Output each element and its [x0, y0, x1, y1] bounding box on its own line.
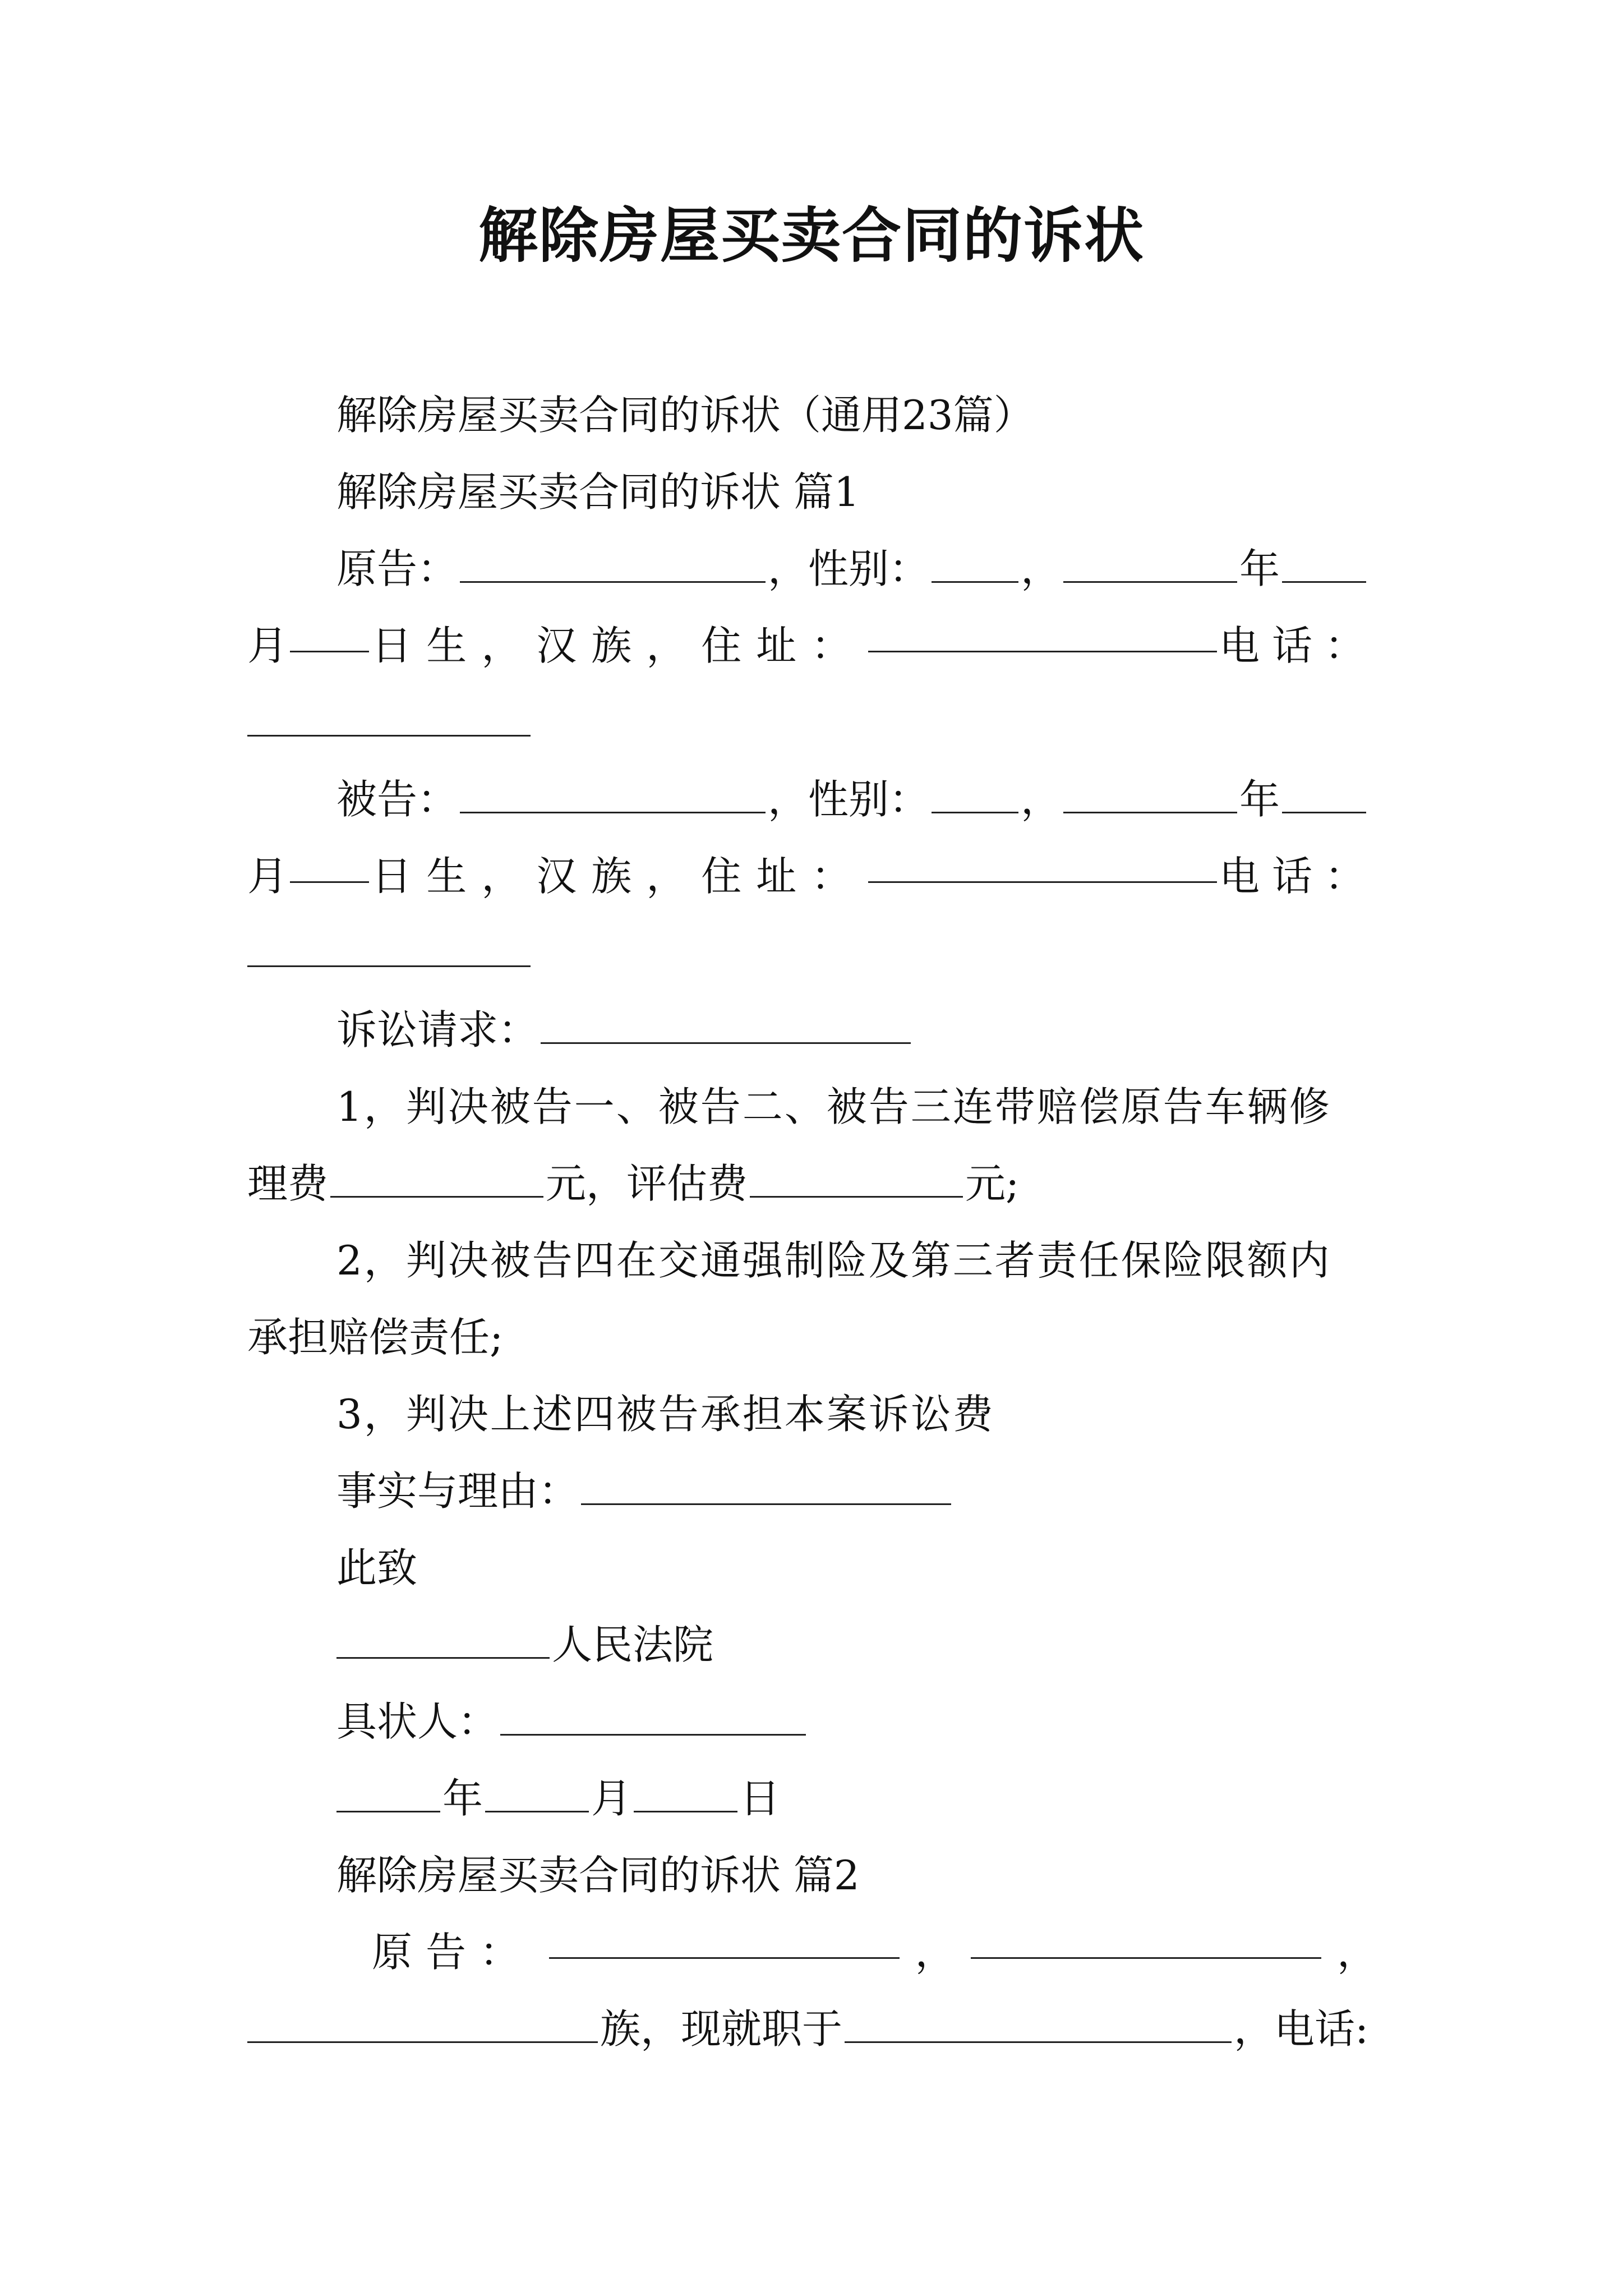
- section-heading-1: 解除房屋买卖合同的诉状 篇1: [336, 468, 860, 516]
- document-title: 解除房屋买卖合同的诉状: [478, 200, 1145, 270]
- part2-plaintiff-line-2: 族，现就职于 ，电话:: [247, 1998, 1368, 2060]
- salutation: 此致: [336, 1544, 418, 1591]
- defendant-line: 被告： ，性别： ， 年: [336, 769, 1368, 830]
- plaintiff-gender-blank: [932, 545, 1018, 583]
- defendant-phone-line: [247, 922, 531, 984]
- claim-3: 3，判决上述四被告承担本案诉讼费: [336, 1391, 995, 1438]
- part2-plaintiff-line: 原告： ， ，: [372, 1921, 1377, 1983]
- claim-1-cont: 理费 元，评估费 元;: [247, 1160, 1020, 1207]
- claims-blank: [541, 1006, 911, 1044]
- date-month-blank: [485, 1775, 589, 1812]
- date-year-blank: [336, 1775, 440, 1812]
- plaintiff-line: 原告： ，性别： ， 年: [336, 538, 1368, 600]
- repair-fee-blank: [330, 1160, 543, 1198]
- defendant-month-blank: [1282, 776, 1366, 813]
- facts-blank: [581, 1467, 951, 1505]
- claims-line: 诉讼请求：: [336, 999, 913, 1061]
- claim-2: 2，判决被告四在交通强制险及第三者责任保险限额内: [336, 1237, 1331, 1284]
- claim-2-cont: 承担赔偿责任;: [247, 1314, 504, 1361]
- date-line: 年 月 日: [336, 1768, 780, 1829]
- defendant-day-blank: [290, 845, 369, 883]
- court-name-blank: [336, 1621, 550, 1659]
- plaintiff-year-blank: [1063, 545, 1237, 583]
- part2-employer-blank: [845, 2005, 1232, 2043]
- plaintiff-month-blank: [1282, 545, 1366, 583]
- part2-plaintiff-gender-blank: [971, 1921, 1321, 1959]
- document-subtitle: 解除房屋买卖合同的诉状（通用23篇）: [336, 392, 1034, 439]
- appraisal-fee-blank: [750, 1160, 963, 1198]
- plaintiff-day-blank: [290, 615, 369, 652]
- defendant-gender-blank: [932, 776, 1018, 813]
- defendant-address-blank: [868, 845, 1217, 883]
- part2-ethnicity-blank: [247, 2005, 598, 2043]
- date-day-blank: [634, 1775, 737, 1812]
- plaintiff-phone-line: [247, 692, 531, 753]
- court-line: 人民法院: [336, 1614, 713, 1676]
- claim-1: 1，判决被告一、被告二、被告三连带赔偿原告车辆修: [336, 1083, 1331, 1130]
- signer-blank: [500, 1698, 806, 1736]
- plaintiff-phone-blank: [247, 699, 531, 737]
- defendant-phone-blank: [247, 930, 531, 967]
- plaintiff-address-blank: [868, 615, 1217, 652]
- facts-line: 事实与理由：: [336, 1460, 953, 1522]
- defendant-line-2: 月 日生，汉族，住址： 电话：: [247, 845, 1377, 907]
- signer-line: 具状人：: [336, 1691, 808, 1752]
- section-heading-2: 解除房屋买卖合同的诉状 篇2: [336, 1852, 860, 1899]
- defendant-name-blank: [460, 776, 766, 813]
- plaintiff-line-2: 月 日生，汉族，住址： 电话：: [247, 615, 1377, 677]
- plaintiff-name-blank: [460, 545, 766, 583]
- part2-plaintiff-name-blank: [549, 1921, 900, 1959]
- defendant-year-blank: [1063, 776, 1237, 813]
